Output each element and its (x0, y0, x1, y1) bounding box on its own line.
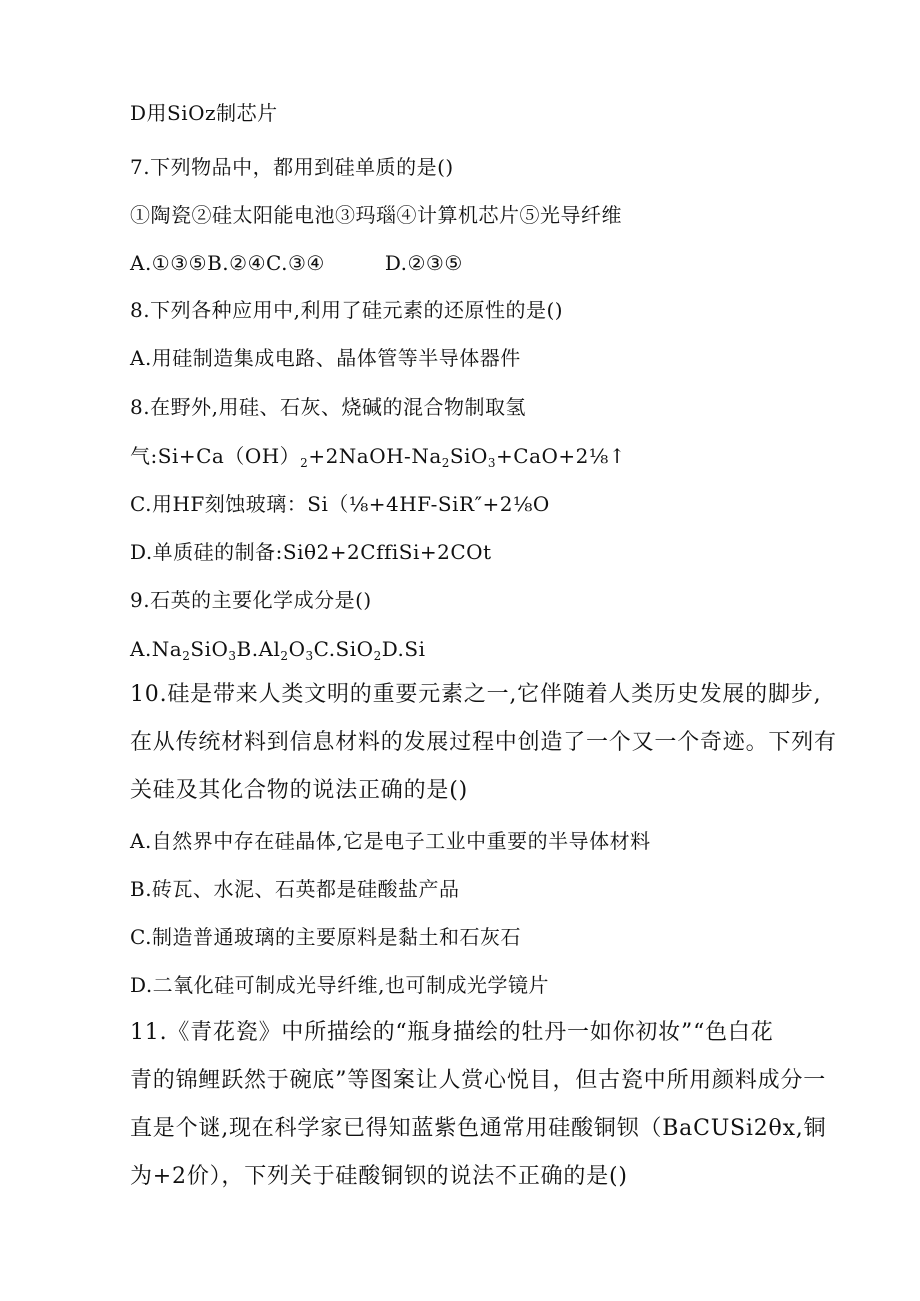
subscript: 2 (280, 649, 289, 663)
question-11-line-4: 为+2价），下列关于硅酸铜钡的说法不正确的是() (130, 1164, 628, 1189)
question-8-option-a: A.用硅制造集成电路、晶体管等半导体器件 (130, 346, 521, 370)
formula-part: D.Si (381, 637, 426, 661)
question-8-option-d: D.单质硅的制备:Siθ2+2CffiSi+2COt (130, 540, 492, 564)
formula-part: O (288, 637, 306, 661)
equation-part: 气:Si+Ca（OH） (130, 444, 301, 468)
equation-part: +CaO+2⅛↑ (496, 444, 627, 468)
question-8-option-b: 8.在野外,用硅、石灰、烧碱的混合物制取氢 (130, 395, 526, 419)
subscript: 3 (487, 456, 497, 470)
subscript: 2 (182, 649, 191, 663)
question-11-line-3: 直是个谜,现在科学家已得知蓝紫色通常用硅酸铜钡（BaCUSi2θx,铜 (130, 1116, 827, 1141)
question-11-line-1: 11.《青花瓷》中所描绘的“瓶身描绘的牡丹一如你初妆”“色白花 (130, 1020, 774, 1045)
formula-part: SiO (190, 637, 229, 661)
question-10-line-3: 关硅及其化合物的说法正确的是() (130, 778, 468, 803)
subscript: 3 (305, 649, 314, 663)
question-9-options (130, 636, 425, 662)
subscript: 2 (300, 456, 309, 470)
option-d-q6: D用SiOz制芯片 (130, 101, 278, 125)
subscript: 3 (228, 649, 237, 663)
question-10-option-c: C.制造普通玻璃的主要原料是黏土和石灰石 (130, 925, 521, 949)
question-10-line-2: 在从传统材料到信息材料的发展过程中创造了一个又一个奇迹。下列有 (130, 730, 837, 755)
option-d: D.②③⑤ (384, 251, 463, 275)
formula-part: B.Al (236, 637, 281, 661)
question-11-line-2: 青的锦鲤跃然于碗底”等图案让人赏心悦目，但古瓷中所用颜料成分一 (130, 1068, 827, 1093)
question-7: 7.下列物品中，都用到硅单质的是() (130, 155, 454, 179)
question-10-option-a: A.自然界中存在硅晶体,它是电子工业中重要的半导体材料 (130, 829, 651, 853)
equation-part: +2NaOH-Na (308, 444, 442, 468)
question-7-options (130, 250, 463, 276)
formula-part: C.SiO (313, 637, 374, 661)
formula-part: A.Na (130, 637, 183, 661)
question-7-items: ①陶瓷②硅太阳能电池③玛瑙④计算机芯片⑤光导纤维 (130, 203, 622, 227)
question-10-line-1: 10.硅是带来人类文明的重要元素之一,它伴随着人类历史发展的脚步, (130, 682, 822, 707)
question-8-option-c: C.用HF刻蚀玻璃：Si（⅛+4HF-SiR″+2⅛O (130, 492, 550, 516)
subscript: 2 (373, 649, 382, 663)
question-10-option-b: B.砖瓦、水泥、石英都是硅酸盐产品 (130, 877, 460, 901)
question-9: 9.石英的主要化学成分是() (130, 588, 372, 612)
question-8: 8.下列各种应用中,利用了硅元素的还原性的是() (130, 298, 564, 322)
options-abc: A.①③⑤B.②④C.③④ (130, 251, 325, 275)
subscript: 2 (441, 456, 450, 470)
question-8-option-b-equation (130, 443, 626, 469)
equation-part: SiO (449, 444, 488, 468)
question-10-option-d: D.二氧化硅可制成光导纤维,也可制成光学镜片 (130, 973, 550, 997)
